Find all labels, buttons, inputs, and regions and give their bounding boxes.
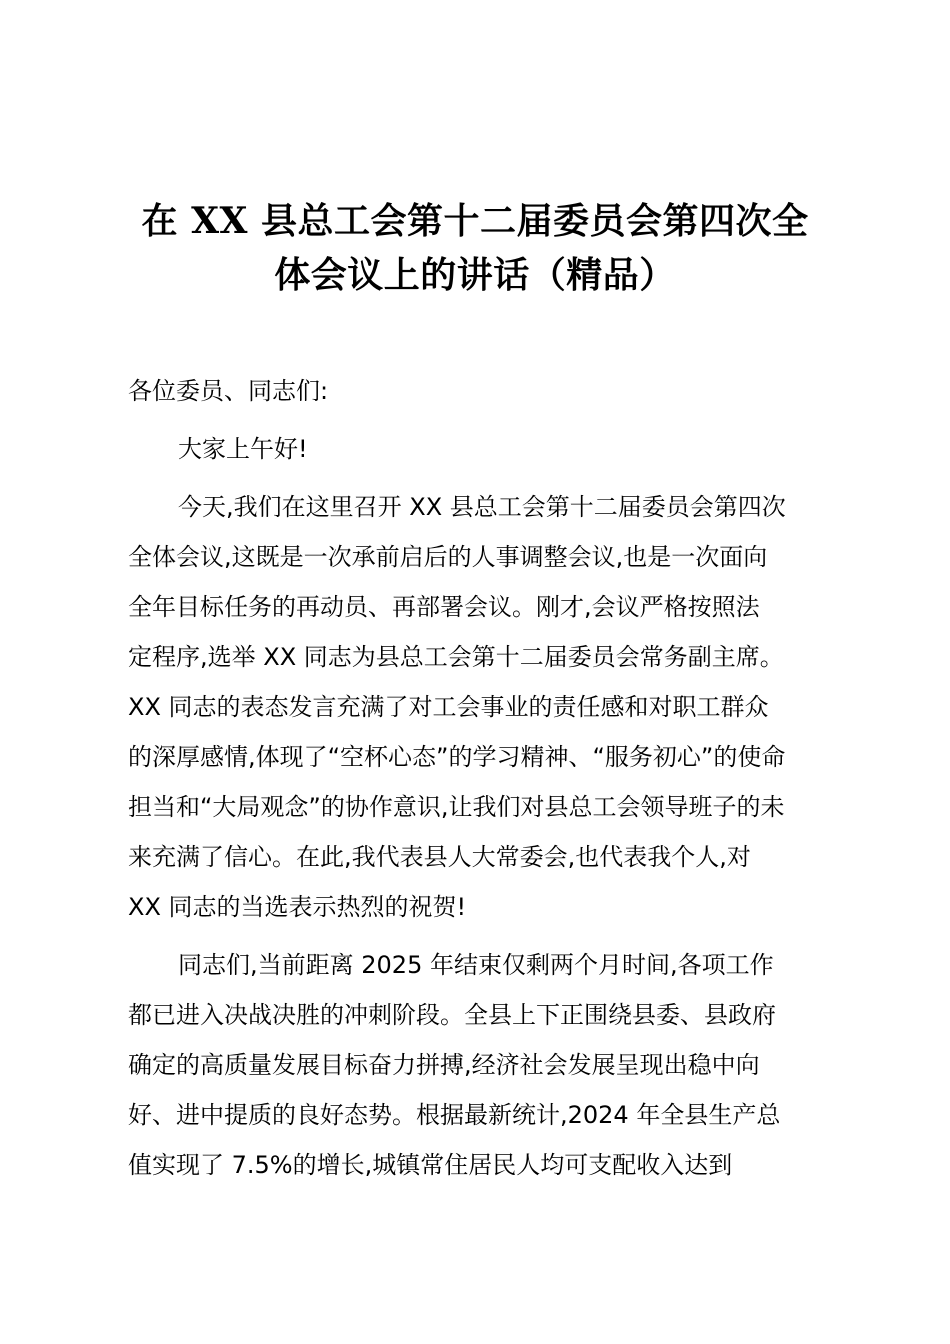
title-line: 体会议上的讲话（精品） (274, 254, 676, 296)
document-body (128, 366, 822, 1198)
paragraph-2 (128, 940, 822, 1190)
paragraph-line: 好、进中提质的良好态势。根据最新统计,2024 年全县生产总 (128, 1101, 781, 1129)
paragraph-line: 担当和“大局观念”的协作意识,让我们对县总工会领导班子的未 (128, 793, 785, 821)
paragraph-line: 值实现了 7.5%的增长,城镇常住居民人均可支配收入达到 (128, 1151, 733, 1179)
paragraph-line: 全年目标任务的再动员、再部署会议。刚才,会议严格按照法 (128, 593, 760, 621)
paragraph-line: 同志们,当前距离 2025 年结束仅剩两个月时间,各项工作 (178, 951, 774, 979)
paragraph-1 (128, 482, 822, 932)
paragraph-line: 的深厚感情,体现了“空杯心态”的学习精神、“服务初心”的使命 (128, 743, 786, 771)
paragraph-line: 今天,我们在这里召开 XX 县总工会第十二届委员会第四次 (178, 493, 786, 521)
title-line: 在 XX 县总工会第十二届委员会第四次全 (141, 200, 809, 242)
paragraph-line: XX 同志的表态发言充满了对工会事业的责任感和对职工群众 (128, 693, 769, 721)
paragraph-line: 定程序,选举 XX 同志为县总工会第十二届委员会常务副主席。 (128, 643, 784, 671)
document-title (120, 194, 830, 302)
salutation: 各位委员、同志们: (128, 377, 329, 405)
greeting: 大家上午好! (178, 435, 308, 463)
paragraph-line: 全体会议,这既是一次承前启后的人事调整会议,也是一次面向 (128, 543, 768, 571)
paragraph-line: 来充满了信心。在此,我代表县人大常委会,也代表我个人,对 (128, 843, 751, 871)
paragraph-line: 都已进入决战决胜的冲刺阶段。全县上下正围绕县委、县政府 (128, 1001, 776, 1029)
paragraph-line: 确定的高质量发展目标奋力拼搏,经济社会发展呈现出稳中向 (128, 1051, 760, 1079)
paragraph-line: XX 同志的当选表示热烈的祝贺! (128, 893, 467, 921)
